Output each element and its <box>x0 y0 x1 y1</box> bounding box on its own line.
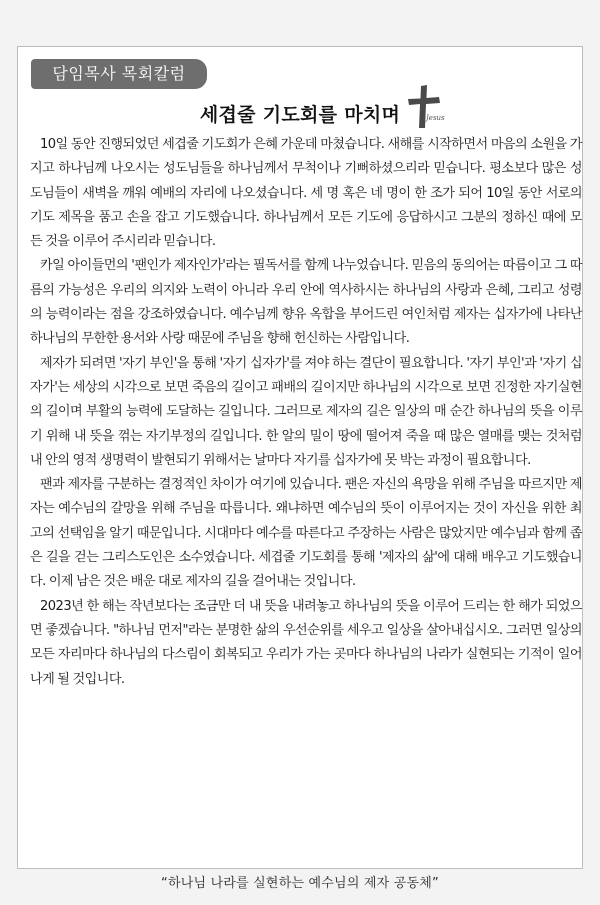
cross-logo-caption: Jesus <box>426 114 445 122</box>
title-row <box>0 99 600 131</box>
paragraph-3 <box>30 352 582 473</box>
paragraph-text: 제자가 되려면 '자기 부인'을 통해 '자기 십자가'를 져야 하는 결단이 필요합니다. '자기 부인'과 '자기 십자가'는 세상의 시각으로 보면 죽음의 길이고 패배의 길이지만 하나님의 시각으로 보면 진정한 자기실현의 길이며 부활의 능력에 도달하는 길입니다. 그러므로 제자의 길은 일상의 매 순간 하나님의 뜻을 이루기 위해 내 뜻을 꺾는 자기부정의 길입니다. 한 알의 밀이 땅에 떨어져 죽을 때 많은 열매를 맺는 것처럼 내 안의 영적 생명력이 발현되기 위해서는 날마다 자기를 십자가에 못 박는 과정이 필요합니다. <box>30 355 582 468</box>
paragraph-text: 2023년 한 해는 작년보다는 조금만 더 내 뜻을 내려놓고 하나님의 뜻을 이루어 드리는 한 해가 되었으면 좋겠습니다. "하나님 먼저"라는 분명한 삶의 우선순위를 세우고 일상을 살아내십시오. 그러면 일상의 모든 자리마다 하나님의 다스림이 회복되고 우리가 가는 곳마다 하나님의 나라가 실현되는 기적이 일어나게 될 것입니다. <box>30 598 582 687</box>
paragraph-text: 10일 동안 진행되었던 세겹줄 기도회가 은혜 가운데 마쳤습니다. 새해를 시작하면서 마음의 소원을 가지고 하나님께 나오시는 성도님들을 하나님께서 무척이나 기뻐하셨으리라 믿습니다. 평소보다 많은 성도님들이 새벽을 깨워 예배의 자리에 나오셨습니다. 세 명 혹은 네 명이 한 조가 되어 10일 동안 서로의 기도 제목을 품고 손을 잡고 기도했습니다. 하나님께서 모든 기도에 응답하시고 그분의 정하신 때에 모든 것을 이루어 주시리라 믿습니다. <box>30 137 582 250</box>
footer-slogan: “하나님 나라를 실현하는 예수님의 제자 공동체” <box>161 876 439 891</box>
paragraph-text: 팬과 제자를 구분하는 결정적인 차이가 여기에 있습니다. 팬은 자신의 욕망을 위해 주님을 따르지만 제자는 예수님의 갈망을 위해 주님을 따릅니다. 왜냐하면 예수님의 뜻이 이루어지는 것이 자신을 위한 최고의 선택임을 알기 때문입니다. 시대마다 예수를 따른다고 주장하는 사람은 많았지만 예수님과 함께 좁은 길을 걷는 그리스도인은 소수였습니다. 세겹줄 기도회를 통해 '제자의 삶'에 대해 배우고 기도했습니다. 이제 남은 것은 배운 대로 제자의 길을 걸어내는 것입니다. <box>30 477 582 590</box>
cross-logo-icon <box>405 84 445 130</box>
category-badge: 담임목사 목회칼럼 <box>31 59 207 89</box>
paragraph-5 <box>30 595 582 692</box>
column-body <box>30 133 582 692</box>
paragraph-4 <box>30 473 582 594</box>
paragraph-2 <box>30 254 582 351</box>
paragraph-1 <box>30 133 582 254</box>
column-title: 세겹줄 기도회를 마치며 <box>199 104 401 126</box>
paragraph-text: 카일 아이들먼의 '팬인가 제자인가'라는 필독서를 함께 나누었습니다. 믿음의 동의어는 따름이고 그 따름의 가능성은 우리의 의지와 노력이 아니라 우리 안에 역사하시는 하나님의 사랑과 은혜, 그리고 성령의 능력이라는 점을 강조하였습니다. 예수님께 향유 옥합을 부어드린 여인처럼 제자는 십자가에 나타난 하나님의 무한한 용서와 사랑 때문에 주님을 향해 헌신하는 사람입니다. <box>30 258 582 347</box>
